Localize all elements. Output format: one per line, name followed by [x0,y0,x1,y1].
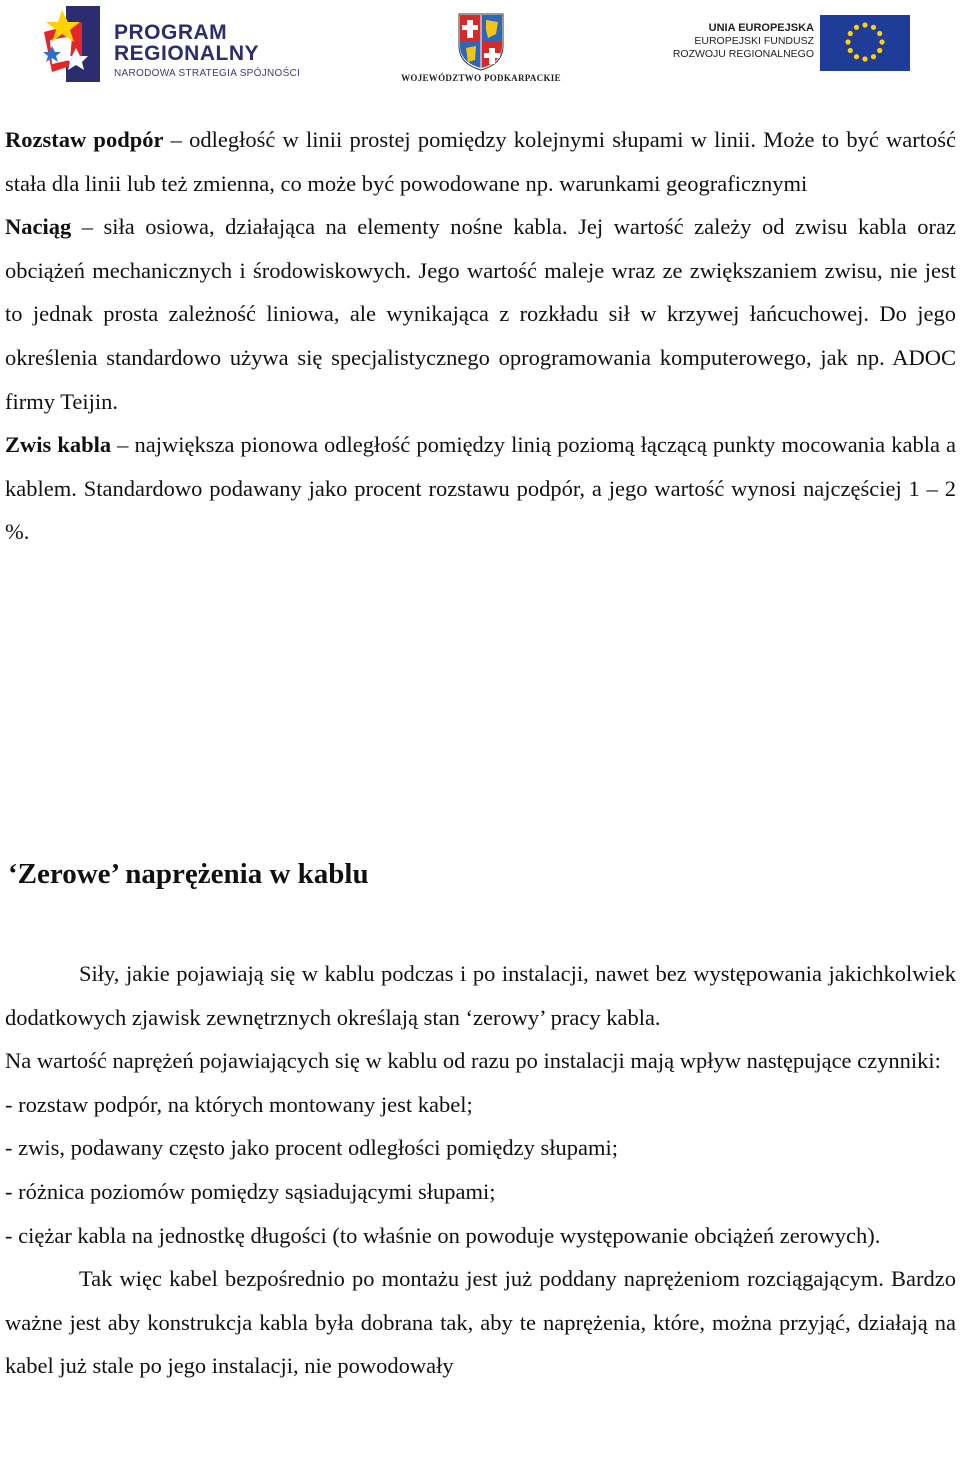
section-title: ‘Zerowe’ naprężenia w kablu [8,858,369,890]
program-title-line2: REGIONALNY [114,42,260,65]
factor-item: - ciężar kabla na jednostkę długości (to właśnie on powoduje występowanie obciążeń zerowych). [5,1222,881,1248]
coat-of-arms-icon [456,12,506,72]
factor-item: - zwis, podawany często jako procent odległości pomiędzy słupami; [5,1135,618,1161]
section-body [5,952,956,1388]
factors-lead-paragraph: Na wartość naprężeń pojawiających się w kablu od razu po instalacji mają wpływ następujące czynniki: [5,1048,941,1074]
eu-flag-icon [820,15,910,71]
program-subtitle: NARODOWA STRATEGIA SPÓJNOŚCI [114,68,301,79]
eu-line3: ROZWOJU REGIONALNEGO [672,48,814,60]
factor-item: - różnica poziomów pomiędzy sąsiadującymi słupami; [5,1178,496,1204]
definition-text: – siła osiowa, działająca na elementy nośne kabla. Jej wartość zależy od zwisu kabla oraz obciążeń mechanicznych i środowiskowych. Jego wartość maleje wraz ze zwiększaniem zwisu, nie jest to jednak prosta zależność liniowa, ale wynikająca z rozkładu sił w krzywej łańcuchowej. Do jego określenia standardowo używa się specjalistycznego oprogramowania komputerowego, jak np. ADOC firmy Teijin. [5,214,956,414]
definition-term: Zwis kabla [5,432,112,458]
program-title-line1: PROGRAM [114,21,228,44]
program-emblem-icon [42,2,106,86]
closing-paragraph: Tak więc kabel bezpośrednio po montażu jest już poddany naprężeniom rozciągającym. Bardzo ważne jest aby konstrukcja kabla była dobrana tak, aby te naprężenia, które, można przyjąć, działają na kabel już stale po jego instalacji, nie powodowały [5,1266,956,1379]
definition-text: – największa pionowa odległość pomiędzy linią poziomą łączącą punkty mocowania kabla a kablem. Standardowo podawany jako procent rozstawu podpór, a jego wartość wynosi najczęściej 1 – 2 %. [5,432,956,545]
wojewodztwo-caption: WOJEWÓDZTWO PODKARPACKIE [401,73,561,83]
eu-fund-logo [672,15,910,71]
definition-naciag [5,205,956,423]
eu-line2: EUROPEJSKI FUNDUSZ [694,35,814,47]
section-intro-paragraph: Siły, jakie pojawiają się w kablu podczas i po instalacji, nawet bez występowania jakichkolwiek dodatkowych zjawisk zewnętrznych określają stan ‘zerowy’ pracy kabla. [5,961,956,1030]
definition-zwis-kabla [5,423,956,554]
eu-line1: UNIA EUROPEJSKA [708,22,814,34]
definition-rozstaw-podpor [5,118,956,205]
page-header [0,0,960,95]
definition-text: – odległość w linii prostej pomiędzy kolejnymi słupami w linii. Może to być wartość stała dla linii lub też zmienna, co może być powodowane np. warunkami geograficznymi [5,127,956,196]
definitions-block [5,118,956,554]
program-regionalny-logo [42,2,302,86]
factor-item: - rozstaw podpór, na których montowany jest kabel; [5,1091,473,1117]
definition-term: Rozstaw podpór [5,127,164,152]
wojewodztwo-logo [388,12,574,88]
definition-term: Naciąg [5,214,72,240]
